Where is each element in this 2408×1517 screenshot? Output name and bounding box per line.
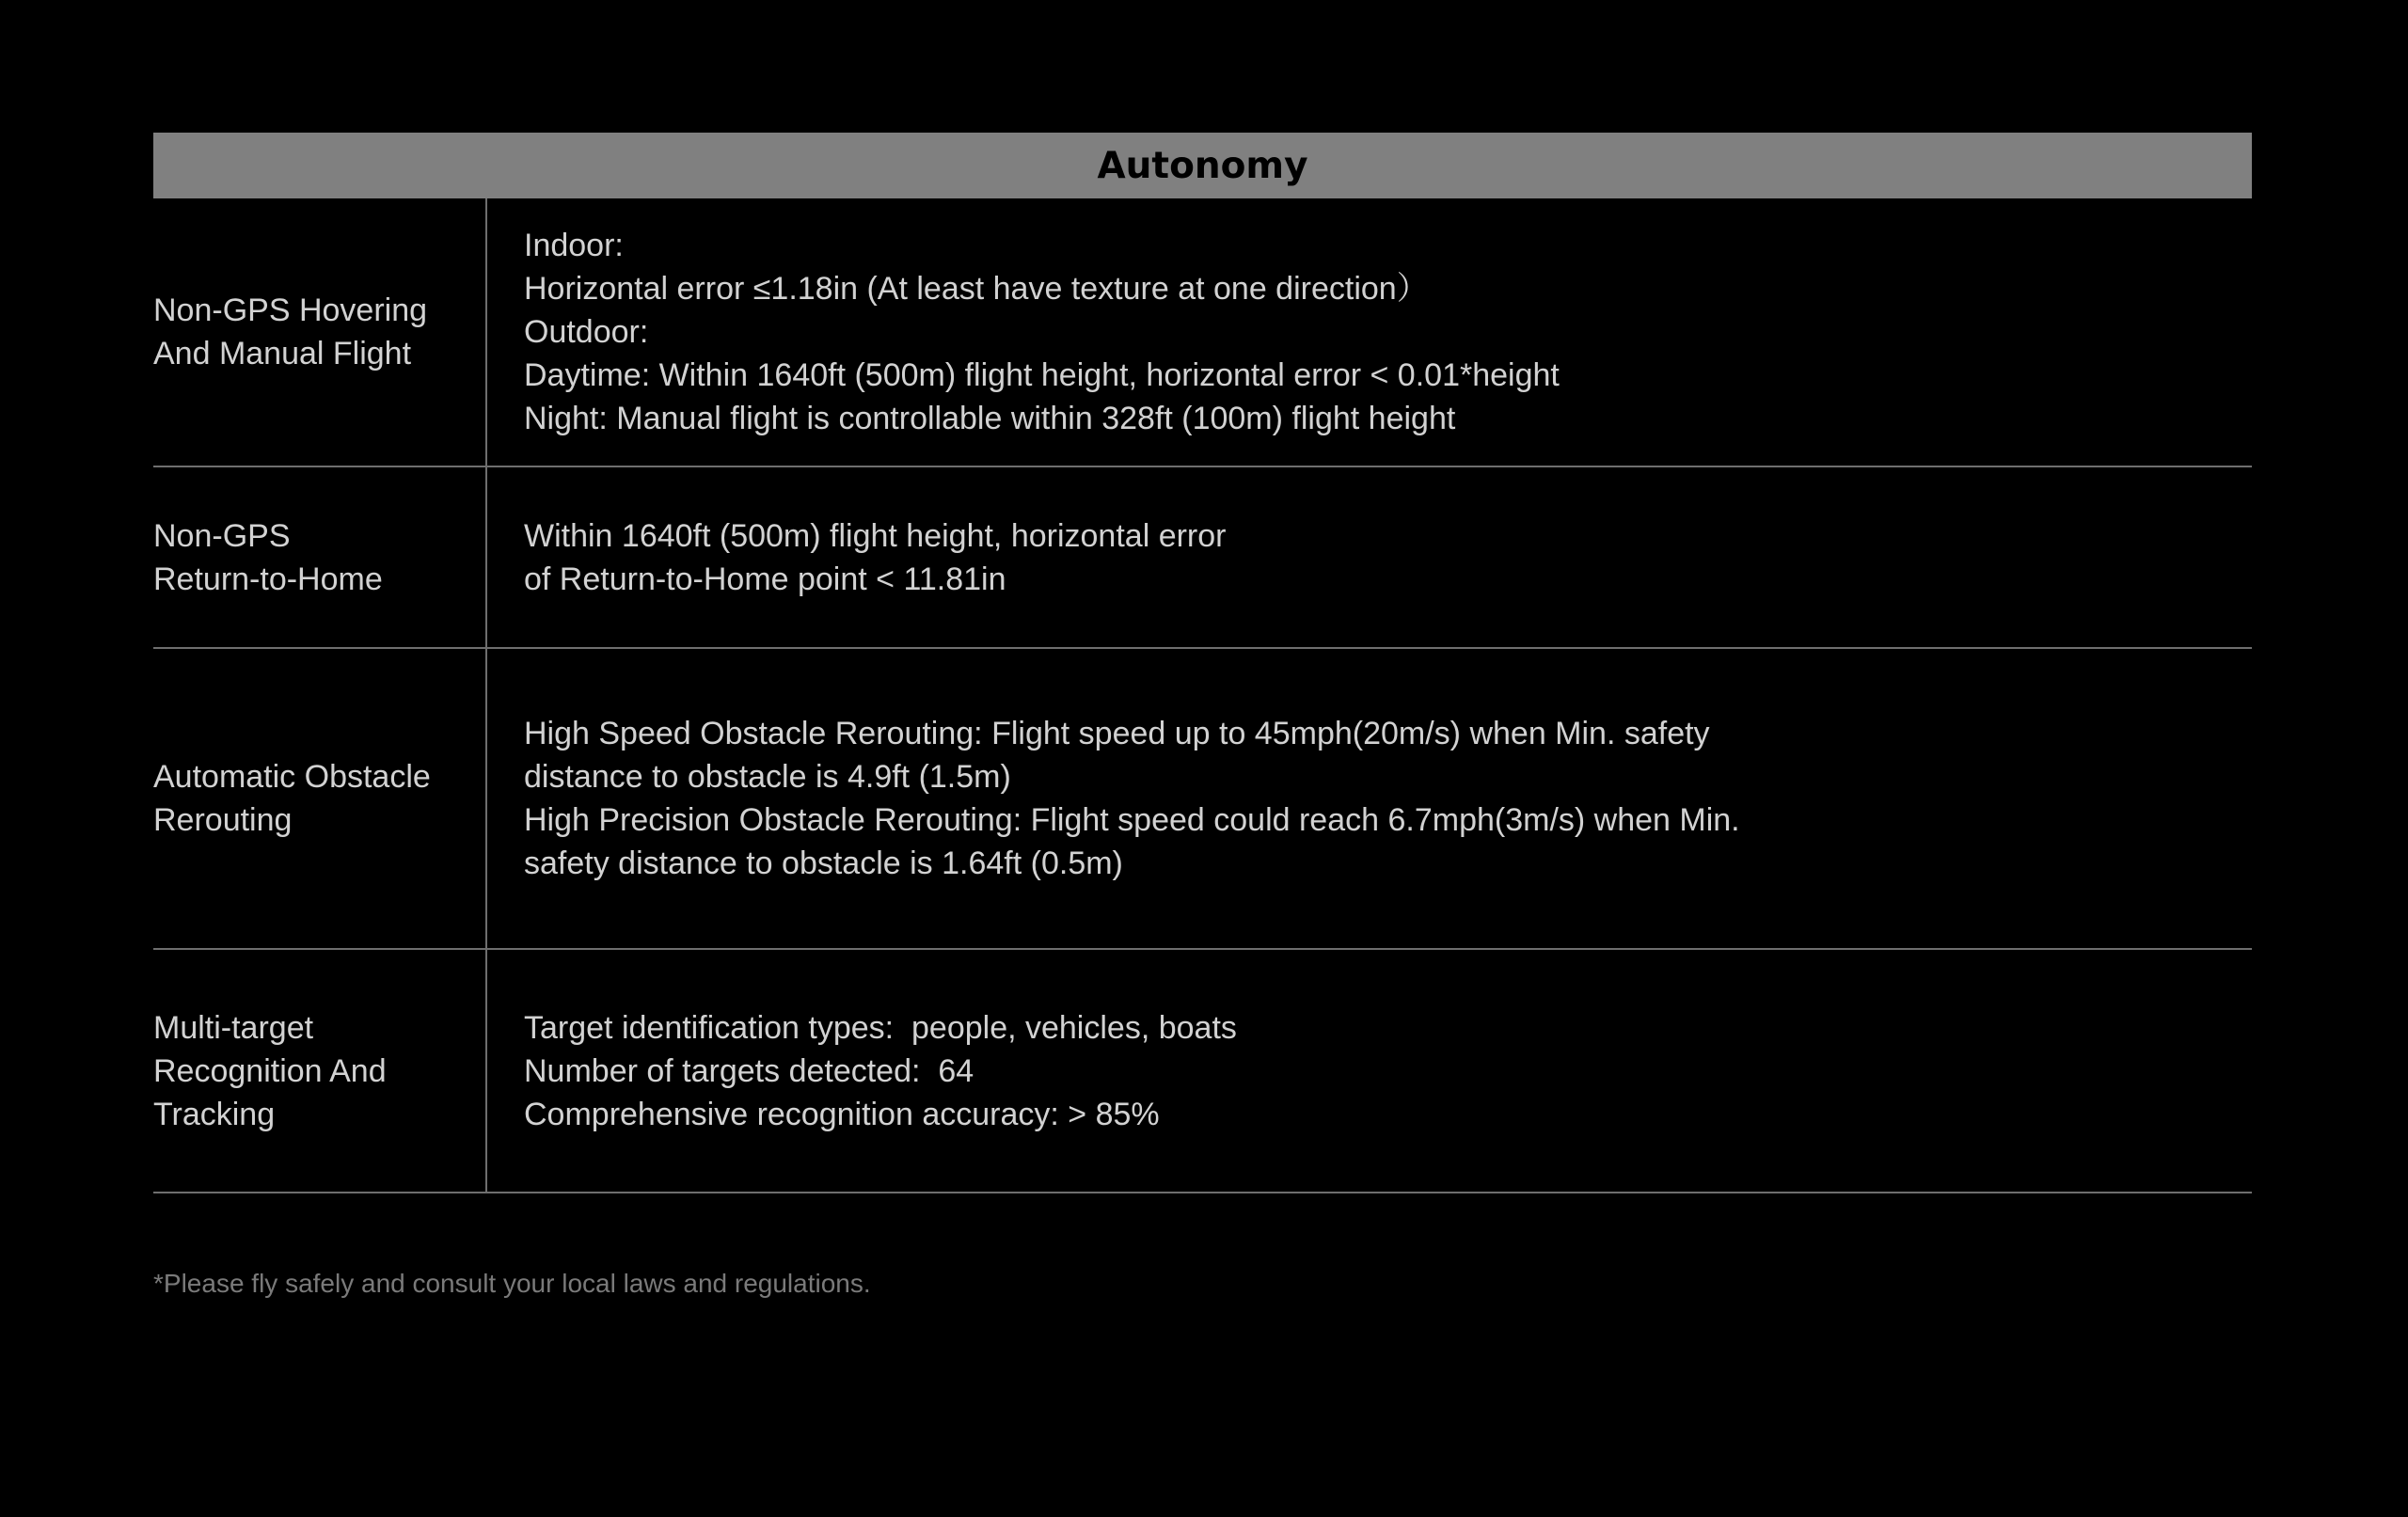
value-line: Within 1640ft (500m) flight height, horizontal error (524, 517, 1227, 554)
row-value (487, 649, 2252, 948)
value-line: distance to obstacle is 4.9ft (1.5m) (524, 759, 1011, 795)
value-line: Number of targets detected: 64 (524, 1052, 974, 1089)
value-line: Outdoor: (524, 314, 649, 350)
value-line: safety distance to obstacle is 1.64ft (0.5m) (524, 845, 1123, 881)
row-label: Multi-target Recognition And Tracking (153, 950, 487, 1192)
table-row (153, 467, 2252, 649)
spec-table (153, 133, 2252, 1193)
value-line: High Speed Obstacle Rerouting: Flight speed up to 45mph(20m/s) when Min. safety (524, 716, 1710, 751)
value-line: of Return-to-Home point < 11.81in (524, 561, 1006, 597)
row-label: Non-GPS Return-to-Home (153, 467, 487, 647)
value-line: Target identification types: people, vehicles, boats (524, 1009, 1237, 1046)
value-line: Indoor: (524, 228, 624, 263)
row-value (487, 950, 2252, 1192)
value-line: Comprehensive recognition accuracy: > 85% (524, 1096, 1160, 1132)
table-row (153, 198, 2252, 467)
row-value (487, 467, 2252, 647)
value-line: Night: Manual flight is controllable within 328ft (100m) flight height (524, 401, 1456, 436)
table-row (153, 950, 2252, 1193)
row-value (487, 198, 2252, 466)
value-line: Daytime: Within 1640ft (500m) flight height, horizontal error < 0.01*height (524, 357, 1560, 393)
table-row (153, 649, 2252, 950)
value-line: Horizontal error ≤1.18in (At least have texture at one direction） (524, 271, 1429, 307)
table-title: Autonomy (153, 133, 2252, 198)
footnote: *Please fly safely and consult your local laws and regulations. (153, 1269, 871, 1298)
row-label: Automatic Obstacle Rerouting (153, 649, 487, 948)
value-line: High Precision Obstacle Rerouting: Flight speed could reach 6.7mph(3m/s) when Min. (524, 802, 1740, 838)
row-label: Non-GPS Hovering And Manual Flight (153, 198, 487, 466)
